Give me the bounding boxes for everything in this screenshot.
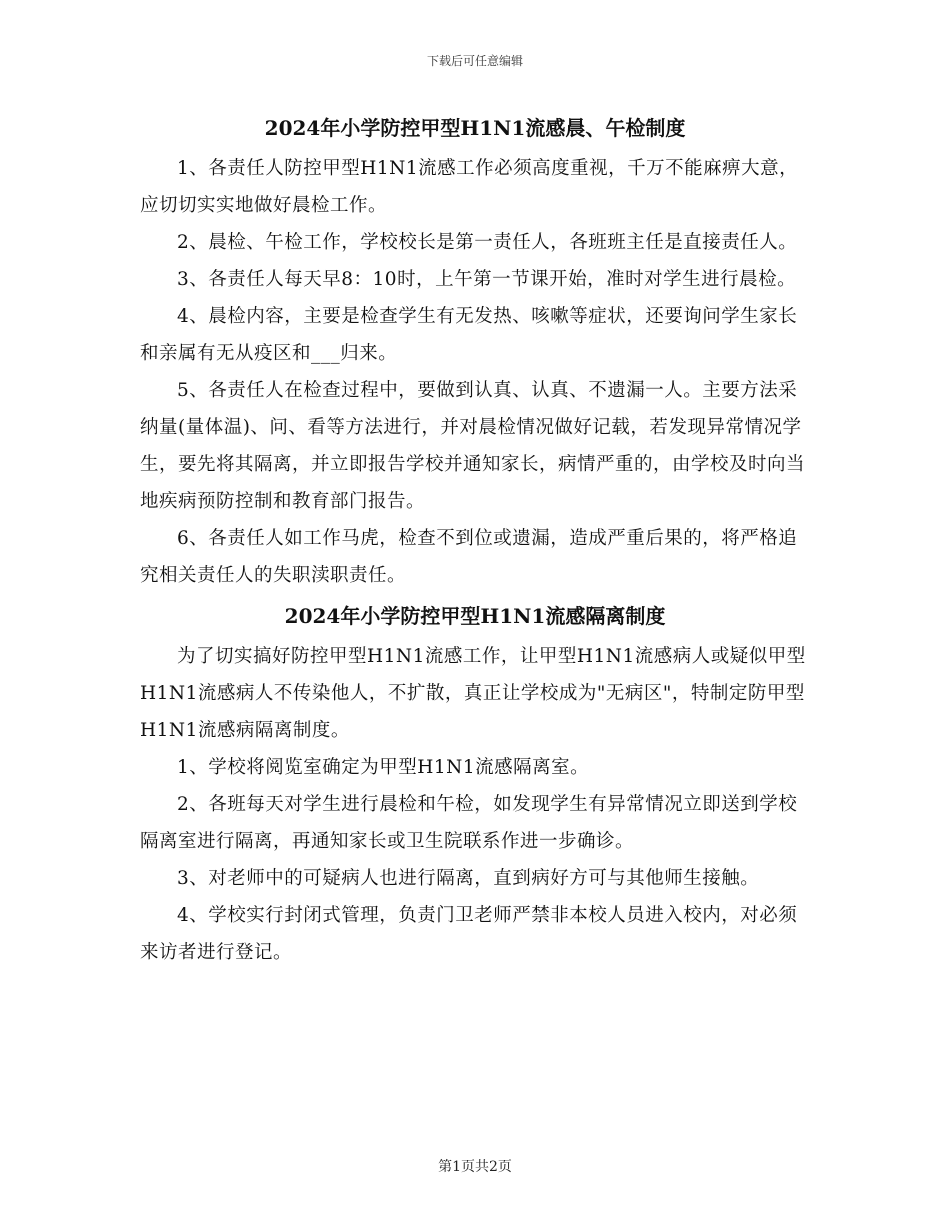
section1-paragraph-6: 6、各责任人如工作马虎，检查不到位或遗漏，造成严重后果的，将严格追究相关责任人的失职渎职责任。 [140,528,798,586]
section1-paragraph-4: 4、晨检内容，主要是检查学生有无发热、咳嗽等症状，还要询问学生家长和亲属有无从疫区和___归来。 [140,306,798,364]
page-number: 第1页共2页 [438,1159,512,1175]
section2-paragraph-2: 2、各班每天对学生进行晨检和午检，如发现学生有异常情况立即送到学校隔离室进行隔离，再通知家长或卫生院联系作进一步确诊。 [140,794,798,852]
section2-paragraph-1: 1、学校将阅览室确定为甲型H1N1流感隔离室。 [177,757,590,778]
section1-paragraph-5: 5、各责任人在检查过程中，要做到认真、认真、不遗漏一人。主要方法采纳量(量体温)、问、看等方法进行，并对晨检情况做好记载，若发现异常情况学生，要先将其隔离，并立即报告学校并通知家长，病情严重的，由学校及时向当地疾病预防控制和教育部门报告。 [140,380,806,512]
section2-title: 2024年小学防控甲型H1N1流感隔离制度 [284,604,666,628]
section1-paragraph-2: 2、晨检、午检工作，学校校长是第一责任人，各班班主任是直接责任人。 [177,232,798,253]
header-note: 下载后可任意编辑 [426,54,523,68]
section1-paragraph-1: 1、各责任人防控甲型H1N1流感工作必须高度重视，千万不能麻痹大意，应切切实实地做好晨检工作。 [140,158,799,216]
section2-paragraph-3: 3、对老师中的可疑病人也进行隔离，直到病好方可与其他师生接触。 [177,868,760,889]
document-body [140,112,810,971]
section1-title: 2024年小学防控甲型H1N1流感晨、午检制度 [264,116,686,140]
section2-paragraph-intro: 为了切实搞好防控甲型H1N1流感工作，让甲型H1N1流感病人或疑似甲型H1N1流感病人不传染他人，不扩散，真正让学校成为"无病区"，特制定防甲型H1N1流感病隔离制度。 [140,646,806,741]
section2-paragraph-4: 4、学校实行封闭式管理，负责门卫老师严禁非本校人员进入校内，对必须来访者进行登记。 [140,905,798,963]
section1-paragraph-3: 3、各责任人每天早8：10时，上午第一节课开始，准时对学生进行晨检。 [177,269,797,290]
